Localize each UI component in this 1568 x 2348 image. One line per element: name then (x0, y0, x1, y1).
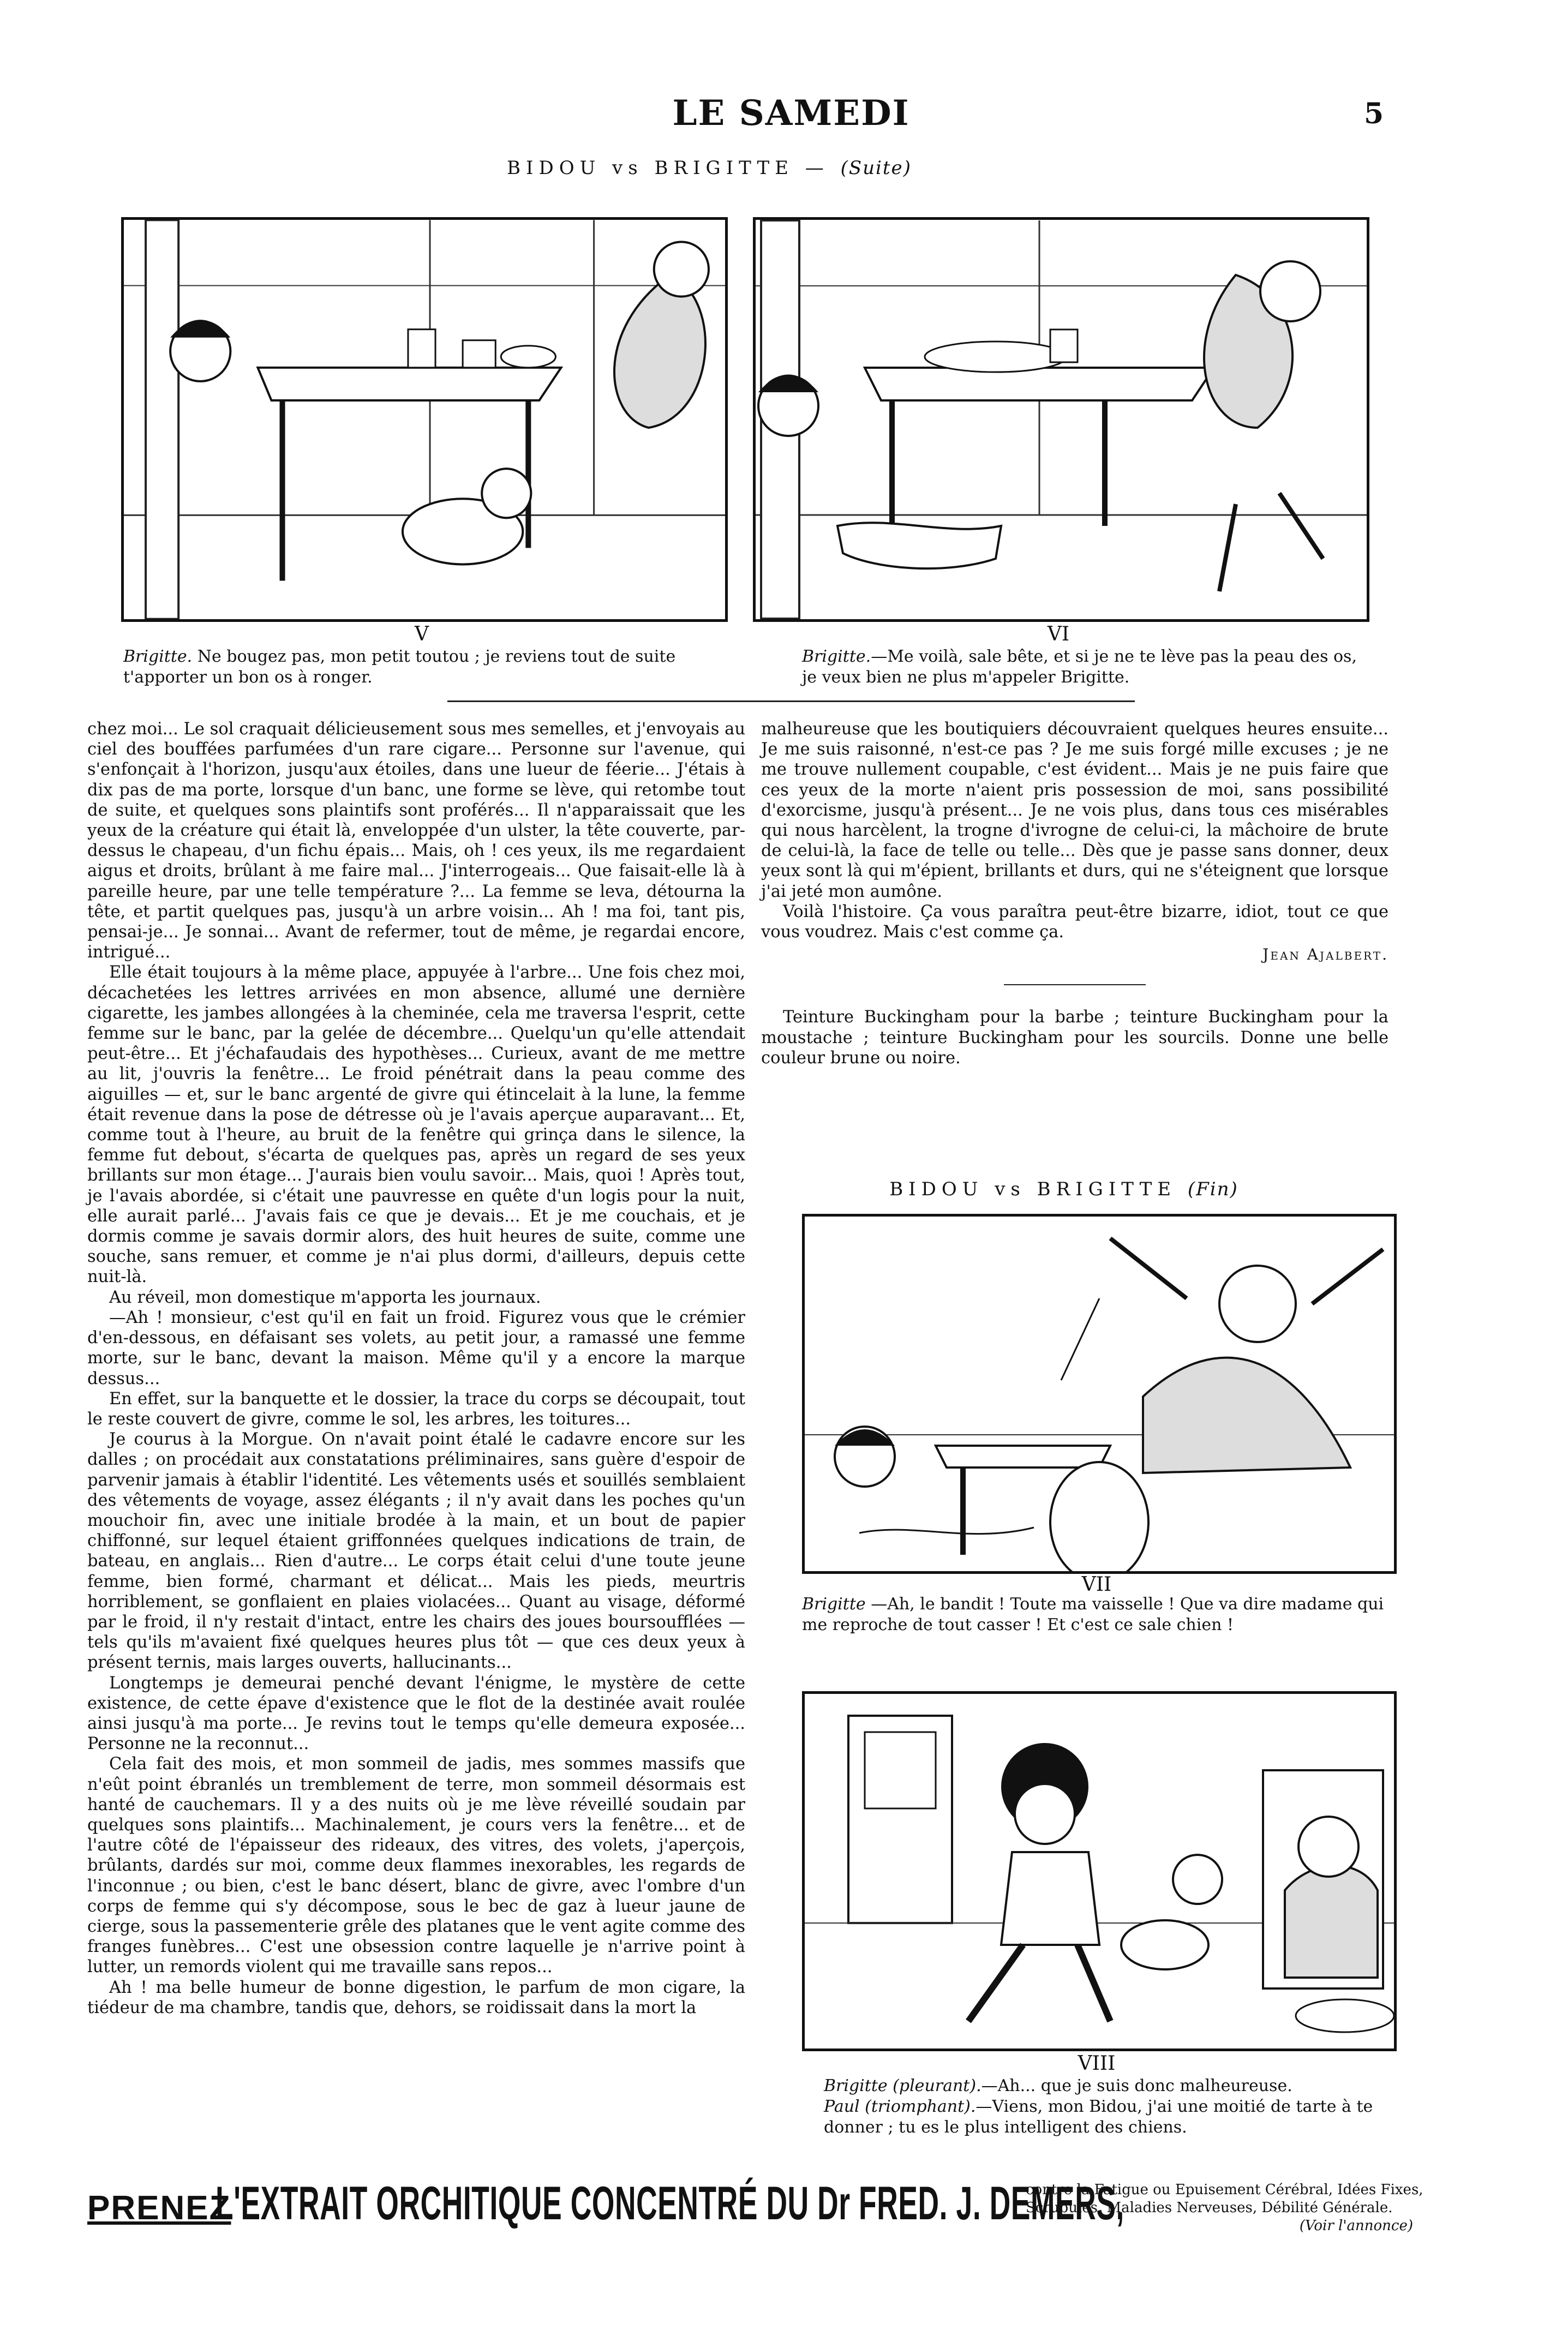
strip-title-text: BIDOU vs BRIGITTE (889, 1178, 1177, 1200)
article-paragraph: chez moi... Le sol craquait délicieusement sous mes semelles, et j'envoyais au ciel des bouffées parfumées d'un rare cigare... Personne sur l'avenue, qui s'enfonçait à l'horizon, jusqu'aux étoiles, dans une lueur de féerie... J'étais à dix pas de ma porte, lorsque d'un banc, une forme se lève, qui retombe tout de suite, et quelques sons plaintifs sont proférés... Il n'apparaissait que les yeux de la créature qui était là, enveloppée d'un ulster, la tête couverte, par-dessus le chapeau, d'un fichu épais... Mais, oh ! ces yeux, ils me regardaient aigus et droits, brûlant à me faire mal... J'interrogeais... Que faisait-elle là à pareille heure, par une telle température ?... La femme se leva, détourna la tête, et partit quelques pas, jusqu'à un arbre voisin... Ah ! ma foi, tant pis, pensai-je... Je sonnai... Avant de refermer, tout de même, je regardai encore, intrigué... (87, 720, 745, 962)
panel-viii-line-1 (802, 2076, 1397, 2097)
panel-vii-caption (802, 1594, 1391, 1636)
article-paragraph: malheureuse que les boutiquiers découvraient quelques heures ensuite... Je me suis raisonné, n'est-ce pas ? Je me suis forgé mille excuses ; je ne me trouve nullement coupable, c'est évident... Mais je ne puis faire que ces yeux de la morte n'aient pris possession de moi, sans possibilité d'exorcisme, jusqu'à présent... Je ne vois plus, dans tous ces misérables qui nous harcèlent, la trogne d'ivrogne de celui-ci, la mâchoire de brute de celui-là, la face de telle ou telle... Dès que je passe sans donner, deux yeux sont là qui m'épient, brillants et durs, qui ne s'éteignent que lorsque j'ai jeté mon aumône. (761, 720, 1389, 901)
panel-vi-number: VI (1047, 623, 1070, 645)
panel-viii-illustration (805, 1694, 1394, 2048)
panel-viii-caption (802, 2076, 1397, 2138)
panel-v-illustration (124, 220, 725, 619)
author-signature: Jean Ajalbert. (1262, 945, 1389, 964)
panel-vi-illustration (756, 220, 1367, 619)
panel-v-speaker: Brigitte. (123, 647, 193, 666)
panel-vii-number: VII (1081, 1573, 1112, 1596)
ad-side-description: contre la Fatigue ou Epuisement Cérébral, Idées Fixes, Scrupules, Maladies Nerveuses, Débilité Générale. (1026, 2182, 1423, 2216)
article-left-column (87, 719, 745, 2018)
panel-viii-speaker-1: Brigitte (pleurant). (824, 2076, 982, 2095)
panel-vii-illustration (805, 1217, 1394, 1571)
article-paragraph: Longtemps je demeurai penché devant l'énigme, le mystère de cette existence, de cette épave d'existence que le flot de la destinée avait roulée ainsi jusqu'à ma porte... Je revins tout le temps qu'elle demeura exposée... Personne ne la reconnut... (87, 1673, 745, 1754)
comic-panel-v (121, 217, 728, 622)
article-right-column (761, 719, 1389, 1068)
article-paragraph: Au réveil, mon domestique m'apporta les journaux. (109, 1287, 541, 1307)
article-paragraph: Cela fait des mois, et mon sommeil de jadis, mes sommes massifs que n'eût point ébranlés un tremblement de terre, mon sommeil désormais est hanté de cauchemars. Il y a des nuits où je me lève réveillé soudain par quelques sons plaintifs... Machinalement, je cours vers la fenêtre... et de l'autre côté de l'épaisseur des rideaux, des vitres, des volets, j'aperçois, brûlants, dardés sur moi, comme deux flammes inexorables, les regards de l'inconnue ; ou bien, c'est le banc désert, blanc de givre, avec l'ombre d'un corps de femme qui s'y décompose, sous le bec de gaz à lueur jaune de cierge, sous la passementerie grêle des platanes que le vent agite comme des franges funèbres... C'est une obsession contre laquelle je n'arrive point à lutter, un remords violent qui me travaille sans repos... (87, 1754, 745, 1977)
panel-viii-line-2 (802, 2097, 1397, 2138)
comic-panel-vi (753, 217, 1369, 622)
article-paragraph: Ah ! ma belle humeur de bonne digestion, le parfum de mon cigare, la tiédeur de ma chambre, tandis que, dehors, se roidissait dans la mort la (87, 1978, 745, 2017)
ad-prenez: PRENEZ (87, 2189, 231, 2227)
strip-title-bottom (818, 1178, 1309, 1200)
panel-viii-text-2: —Viens, mon Bidou, j'ai une moitié de tarte à te donner ; tu es le plus intelligent des chiens. (824, 2097, 1373, 2137)
panel-v-text: Ne bougez pas, mon petit toutou ; je reviens tout de suite t'apporter un bon os à ronger. (123, 647, 676, 687)
ad-side-text (1026, 2181, 1429, 2235)
article-paragraph: —Ah ! monsieur, c'est qu'il en fait un froid. Figurez vous que le crémier d'en-dessous, en défaisant ses volets, au petit jour, a ramassé une femme morte, sur le banc, devant la maison. Même qu'il y a encore la marque dessus... (87, 1308, 745, 1388)
article-paragraph: En effet, sur la banquette et le dossier, la trace du corps se découpait, tout le reste couvert de givre, comme le sol, les arbres, les toitures... (87, 1389, 745, 1429)
panel-viii-speaker-2: Paul (triomphant). (824, 2097, 976, 2116)
strip-title-suffix: (Fin) (1187, 1178, 1238, 1200)
panel-viii-number: VIII (1078, 2052, 1116, 2075)
panel-vi-caption (802, 646, 1369, 688)
separator-rule (447, 700, 1135, 702)
newspaper-title: LE SAMEDI (672, 93, 910, 134)
panel-v-number: V (415, 623, 429, 645)
panel-viii-text-1: —Ah... que je suis donc malheureuse. (981, 2076, 1292, 2095)
short-rule (1004, 984, 1146, 985)
article-paragraph: Voilà l'histoire. Ça vous paraîtra peut-être bizarre, idiot, tout ce que vous voudrez. Mais c'est comme ça. (761, 902, 1389, 942)
article-paragraph: Je courus à la Morgue. On n'avait point étalé le cadavre encore sur les dalles ; on procédait aux constatations préliminaires, sans guère d'espoir de parvenir jamais à établir l'identité. Les vêtements usés et souillés semblaient des vêtements de voyage, assez élégants ; il n'y avait dans les poches qu'un mouchoir fin, avec une initiale brodée à la main, et un bout de papier chiffonné, sur lequel étaient griffonnées quelques indications de train, de bateau, en anglais... Rien d'autre... Le corps était celui d'une toute jeune femme, bien formé, charmant et délicat... Mais les pieds, meurtris horriblement, se gonflaient en plaies violacées... Quant au visage, déformé par le froid, il n'y restait d'intact, entre les chairs des joues boursoufflées — tels qu'ils m'avaient fixé quelques heures plus tôt — que ces deux yeux à présent ternis, mais larges ouverts, hallucinants... (87, 1430, 745, 1673)
panel-vi-text: —Me voilà, sale bête, et si je ne te lève pas la peau des os, je veux bien ne plus m'appeler Brigitte. (802, 647, 1357, 687)
panel-vi-speaker: Brigitte. (802, 647, 871, 666)
strip-title-text: BIDOU vs BRIGITTE — (507, 157, 829, 179)
comic-panel-vii (802, 1214, 1397, 1574)
article-paragraph: Elle était toujours à la même place, appuyée à l'arbre... Une fois chez moi, décachetées les lettres arrivées en mon absence, allumé une dernière cigarette, les jambes allongées à la cheminée, cela me traversa l'esprit, cette femme sur le banc, par la gelée de décembre... Quelqu'un qu'elle attendait peut-être... Et j'échafaudais des hypothèses... Curieux, avant de me mettre au lit, j'ouvris la fenêtre... Le froid pénétrait dans la peau comme des aiguilles — et, sur le banc argenté de givre qui étincelait à la lune, la femme était revenue dans la pose de détresse où je l'avais aperçue auparavant... Et, comme tout à l'heure, au bruit de la fenêtre qui grinça dans le silence, la femme fut debout, s'écarta de quelques pas, après un regard de ses yeux brillants sur mon étage... J'aurais bien voulu savoir... Mais, quoi ! Après tout, je l'avais abordée, si c'était une pauvresse en quête d'un logis pour la nuit, elle aurait parlé... J'avais fais ce que je devais... Et je me couchais, et je dormis comme je savais dormir alors, des huit heures de suite, comme une souche, sans remuer, et comme je n'ai plus dormi, d'ailleurs, depuis cette nuit-là. (87, 963, 745, 1287)
panel-vii-speaker: Brigitte (802, 1595, 866, 1614)
comic-panel-viii (802, 1691, 1397, 2051)
strip-title-suffix: (Suite) (840, 157, 912, 179)
dye-notice: Teinture Buckingham pour la barbe ; teinture Buckingham pour la moustache ; teinture Buckingham pour les sourcils. Donne une belle couleur brune ou noire. (761, 1008, 1389, 1068)
strip-title-top (382, 157, 1037, 179)
page-number: 5 (1364, 97, 1384, 130)
panel-v-caption (123, 646, 718, 688)
ad-headline: L'EXTRAIT ORCHITIQUE CONCENTRÉ DU Dr FRED. J. DEMERS, (216, 2177, 1124, 2230)
ad-see-notice: (Voir l'annonce) (1299, 2218, 1413, 2234)
panel-vii-text: —Ah, le bandit ! Toute ma vaisselle ! Que va dire madame qui me reproche de tout casser ! Et c'est ce sale chien ! (802, 1595, 1384, 1634)
